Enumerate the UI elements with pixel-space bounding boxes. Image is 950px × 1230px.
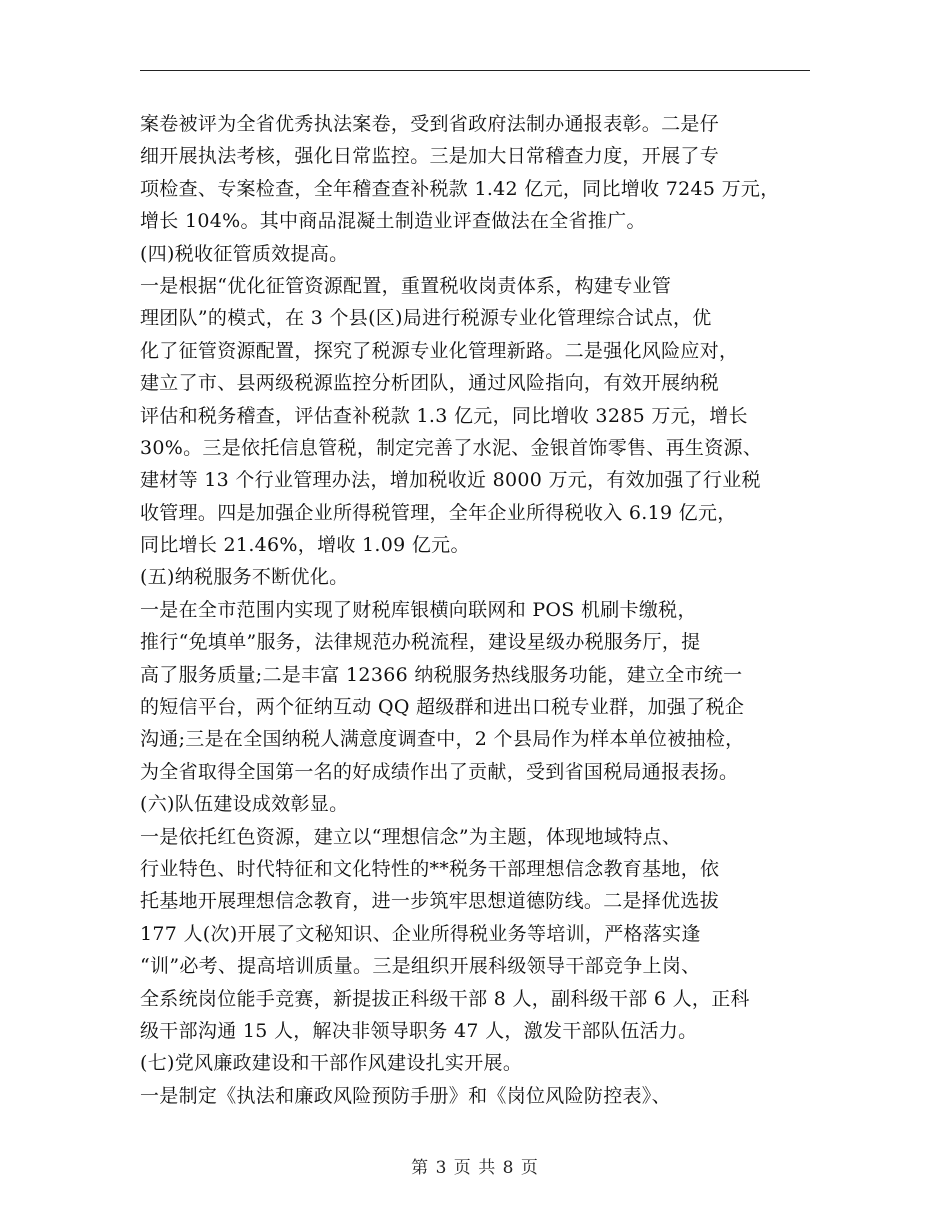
text-line: 推行“免填单”服务，法律规范办税流程，建设星级办税服务厅，提: [140, 631, 701, 654]
text-line: 一是根据“优化征管资源配置，重置税收岗责体系，构建专业管: [140, 274, 672, 297]
text-line: 评估和税务稽查，评估查补税款 1.3 亿元，同比增收 3285 万元，增长: [140, 404, 748, 427]
text-line: 行业特色、时代特征和文化特性的**税务干部理想信念教育基地，依: [140, 857, 720, 880]
text-line: 的短信平台，两个征纳互动 QQ 超级群和进出口税专业群，加强了税企: [140, 696, 745, 719]
text-line: 为全省取得全国第一名的好成绩作出了贡献，受到省国税局通报表扬。: [140, 760, 739, 783]
text-line: 理团队”的模式，在 3 个县(区)局进行税源专业化管理综合试点，优: [140, 307, 712, 330]
section-heading: (六)队伍建设成效彰显。: [140, 793, 349, 816]
text-line: 化了征管资源配置，探究了税源专业化管理新路。二是强化风险应对，: [140, 339, 739, 362]
text-line: 沟通;三是在全国纳税人满意度调查中，2 个县局作为样本单位被抽检，: [140, 728, 745, 751]
section-heading: (七)党风廉政建设和干部作风建设扎实开展。: [140, 1052, 523, 1075]
text-line: 一是在全市范围内实现了财税库银横向联网和 POS 机刷卡缴税，: [140, 598, 697, 621]
section-heading: (五)纳税服务不断优化。: [140, 566, 349, 589]
text-line: 级干部沟通 15 人，解决非领导职务 47 人，激发干部队伍活力。: [140, 1019, 698, 1042]
document-body: [140, 108, 820, 1112]
text-line: 一是制定《执法和廉政风险预防手册》和《岗位风险防控表》、: [140, 1084, 671, 1107]
text-line: 案卷被评为全省优秀执法案卷，受到省政府法制办通报表彰。二是仔: [140, 113, 720, 135]
text-line: 托基地开展理想信念教育，进一步筑牢思想道德防线。二是择优选拔: [140, 890, 720, 913]
page-footer: 第 3 页 共 8 页: [411, 1158, 539, 1178]
text-line: 细开展执法考核，强化日常监控。三是加大日常稽查力度，开展了专: [140, 145, 720, 168]
header-rule: [140, 70, 810, 71]
text-line: 增长 104%。其中商品混凝土制造业评查做法在全省推广。: [140, 210, 646, 233]
text-line: 全系统岗位能手竞赛，新提拔正科级干部 8 人，副科级干部 6 人，正科: [140, 987, 750, 1010]
text-line: 项检查、专案检查，全年稽查查补税款 1.42 亿元，同比增收 7245 万元，: [140, 177, 780, 200]
text-line: 177 人(次)开展了文秘知识、企业所得税业务等培训，严格落实逢: [140, 922, 701, 945]
text-line: 建材等 13 个行业管理办法，增加税收近 8000 万元，有效加强了行业税: [140, 469, 761, 492]
text-line: “训”必考、提高培训质量。三是组织开展科级领导干部竞争上岗、: [140, 955, 701, 978]
text-line: 建立了市、县两级税源监控分析团队，通过风险指向，有效开展纳税: [140, 372, 720, 395]
text-line: 30%。三是依托信息管税，制定完善了水泥、金银首饰零售、再生资源、: [140, 436, 763, 459]
text-line: 同比增长 21.46%，增收 1.09 亿元。: [140, 534, 470, 557]
text-line: 收管理。四是加强企业所得税管理，全年企业所得税收入 6.19 亿元，: [140, 501, 737, 524]
text-line: 高了服务质量;二是丰富 12366 纳税服务热线服务功能，建立全市统一: [140, 663, 743, 686]
section-heading: (四)税收征管质效提高。: [140, 242, 349, 265]
text-line: 一是依托红色资源，建立以“理想信念”为主题，体现地域特点、: [140, 825, 682, 848]
